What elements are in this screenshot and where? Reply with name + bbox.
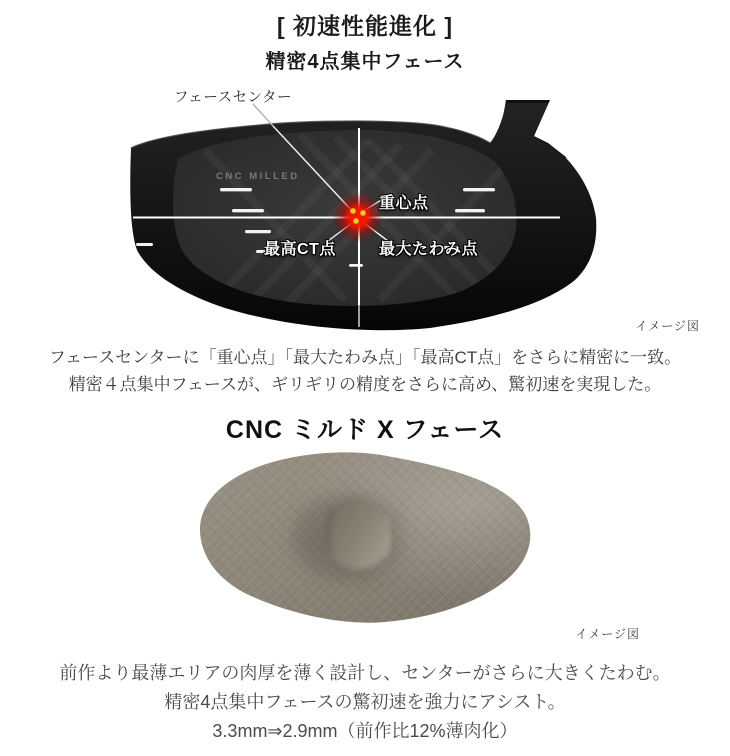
- face-center-pointer-line: [253, 104, 273, 126]
- description-2-line-1: 前作より最薄エリアの肉厚を薄く設計し、センターがさらに大きくたわむ。: [59, 663, 671, 683]
- description-1-line-1: フェースセンターに「重心点」「最大たわみ点」「最高CT点」をさらに精密に一致。: [48, 348, 682, 367]
- description-2: [0, 659, 730, 746]
- description-1: [0, 344, 730, 398]
- image-note-1: イメージ図: [635, 319, 700, 333]
- description-1-line-2: 精密４点集中フェースが、ギリギリの精度をさらに高め、驚初速を実現した。: [68, 375, 662, 394]
- description-2-spec-line: 3.3mm⇒2.9mm（前作比12%薄肉化）: [212, 721, 518, 741]
- sweet-spot-glow: [332, 191, 384, 243]
- max-deflection-point-label: 最大たわみ点: [379, 241, 479, 258]
- face-plate-illustration: [190, 445, 540, 635]
- page-title: [ 初速性能進化 ]: [276, 13, 454, 39]
- section-subtitle: 精密4点集中フェース: [265, 51, 465, 73]
- description-2-line-2: 精密4点集中フェースの驚初速を強力にアシスト。: [164, 692, 566, 712]
- center-of-gravity-point-label: 重心点: [379, 195, 429, 212]
- cnc-milled-engraving: CNC MILLED: [216, 171, 300, 182]
- plate-dimple-bump: [290, 487, 414, 587]
- section-2-heading: CNC ミルド X フェース: [225, 416, 505, 444]
- image-note-2: イメージ図: [575, 627, 640, 641]
- max-ct-point-label: 最高CT点: [264, 241, 336, 258]
- driver-face-illustration: [130, 100, 596, 330]
- face-center-label: フェースセンター: [174, 90, 292, 106]
